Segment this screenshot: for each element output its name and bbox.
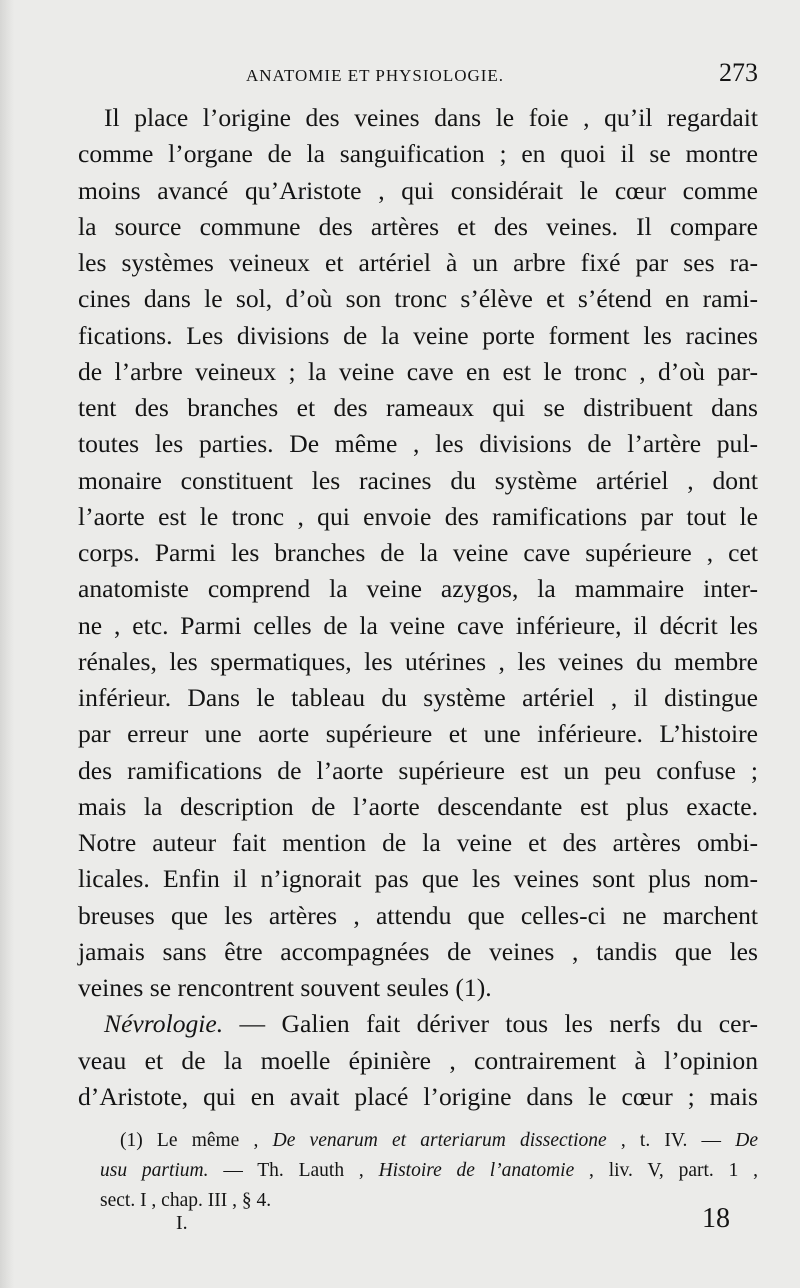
page-header: [78, 60, 758, 96]
body-text: [78, 100, 758, 1115]
text-line: veines se rencontrent souvent seules (1).: [78, 973, 492, 1002]
text-line: mais la description de l’aorte descendante est plus exacte.: [78, 791, 758, 821]
text-line: par erreur une aorte supérieure et une inférieure. L’histoire: [78, 719, 758, 749]
text-line: monaire constituent les racines du système artériel , dont: [78, 465, 758, 495]
text-line: l’aorte est le tronc , qui envoie des ramifications par tout le: [78, 501, 758, 531]
text-line: fications. Les divisions de la veine porte forment les racines: [78, 320, 758, 350]
footnote-work-title: Histoire de l’anatomie: [378, 1160, 575, 1181]
text-line: comme l’organe de la sanguification ; en quoi il se montre: [78, 139, 758, 169]
section-heading-nevrologie: Névrologie.: [104, 1009, 224, 1039]
text-line: la source commune des artères et des veines. Il compare: [78, 211, 758, 241]
footnote-line: [100, 1156, 758, 1186]
footnote-line: [100, 1126, 758, 1156]
text-line: de l’arbre veineux ; la veine cave en est le tronc , d’où par-: [78, 356, 758, 386]
text-line: licales. Enfin il n’ignorait pas que les veines sont plus nom-: [78, 864, 758, 894]
page-number: 273: [719, 58, 758, 87]
text-run: — Th. Lauth ,: [208, 1160, 379, 1181]
text-line: les systèmes veineux et artériel à un arbre fixé par ses ra-: [78, 248, 758, 277]
text-line: des ramifications de l’aorte supérieure est un peu confuse ;: [78, 755, 758, 785]
text-line: inférieur. Dans le tableau du système artériel , il distingue: [78, 683, 758, 712]
text-line: Notre auteur fait mention de la veine et des artères ombi-: [78, 828, 758, 857]
text-line: toutes les parties. De même , les divisions de l’artère pul-: [78, 429, 758, 459]
running-head: ANATOMIE ET PHYSIOLOGIE.: [246, 66, 505, 85]
text-run: — Galien fait dériver tous les nerfs du cer-: [223, 1009, 758, 1039]
footnote-marker: (1) Le même ,: [120, 1130, 273, 1151]
text-line: tent des branches et des rameaux qui se distribuent dans: [78, 393, 758, 422]
text-line: Il place l’origine des veines dans le foie , qu’il regardait: [104, 103, 758, 132]
text-line: breuses que les artères , attendu que celles-ci ne marchent: [78, 900, 758, 930]
neurology-paragraph-first-line: [78, 1006, 758, 1042]
text-run: , t. IV. —: [606, 1130, 736, 1151]
sheet-number: 18: [702, 1203, 730, 1234]
text-line: cines dans le sol, d’où son tronc s’élève et s’étend en rami-: [78, 284, 758, 314]
footnote-work-title: usu partium.: [100, 1160, 209, 1181]
page-gutter-shadow: [0, 0, 14, 1288]
text-line: anatomiste comprend la veine azygos, la mammaire inter-: [78, 574, 758, 604]
footnote: [100, 1126, 758, 1216]
text-line: jamais sans être accompagnées de veines , tandis que les: [78, 936, 758, 966]
text-line: corps. Parmi les branches de la veine cave supérieure , cet: [78, 538, 758, 567]
text-line: rénales, les spermatiques, les utérines , les veines du membre: [78, 646, 758, 676]
signature-mark: I.: [176, 1212, 188, 1234]
text-line: veau et de la moelle épinière , contrairement à l’opinion: [78, 1045, 758, 1075]
text-line: ne , etc. Parmi celles de la veine cave inférieure, il décrit les: [78, 610, 758, 640]
text-line: moins avancé qu’Aristote , qui considérait le cœur comme: [78, 175, 758, 205]
footnote-work-title: De venarum et arteriarum dissectione: [272, 1130, 607, 1151]
text-run: , liv. V, part. 1 ,: [574, 1160, 759, 1181]
footnote-work-title: De: [735, 1130, 759, 1151]
footnote-line: sect. I , chap. III , § 4.: [100, 1190, 272, 1211]
text-line: d’Aristote, qui en avait placé l’origine dans le cœur ; mais: [78, 1081, 758, 1111]
